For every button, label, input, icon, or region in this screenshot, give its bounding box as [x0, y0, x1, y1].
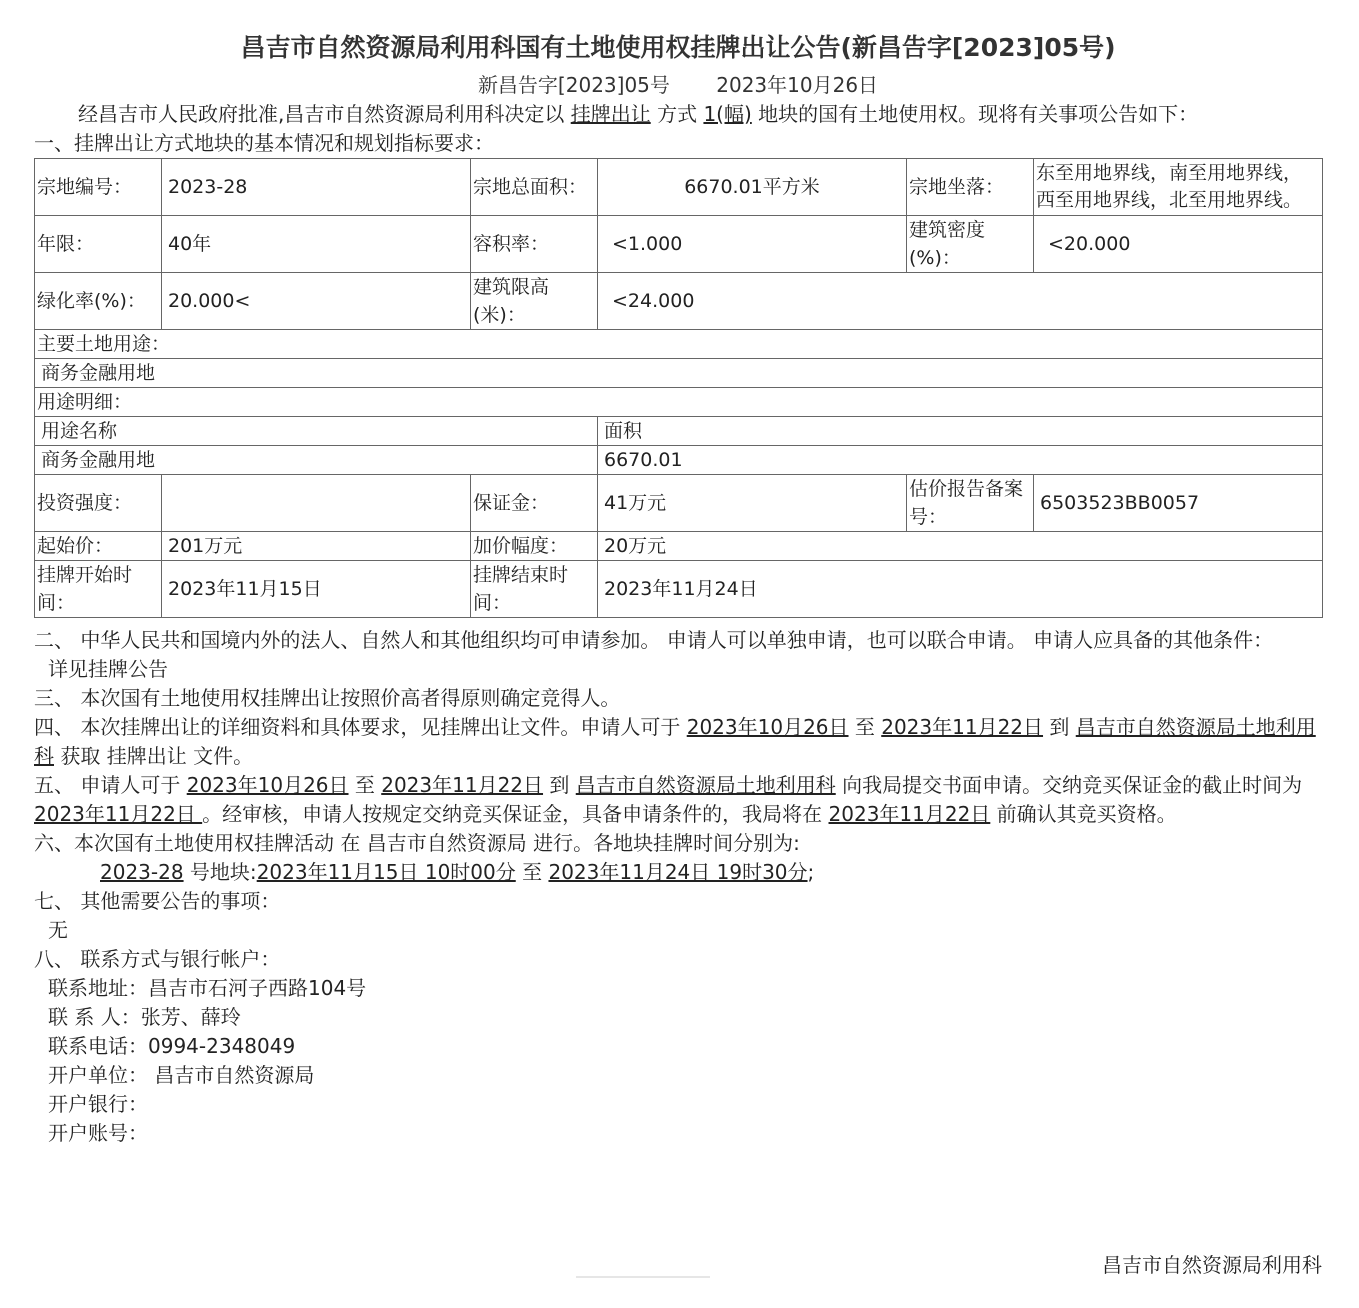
account-number: 开户账号：	[48, 1121, 148, 1145]
doc-number: 新昌告字[2023]05号	[477, 73, 670, 97]
contact-phone: 联系电话：0994-2348049	[48, 1034, 296, 1058]
section-6-end: 2023年11月24日 19时30分	[548, 860, 808, 884]
total-area-label: 宗地总面积：	[471, 159, 598, 216]
contact-person: 联 系 人：张芳、薛玲	[48, 1005, 241, 1029]
green: 20.000<	[162, 273, 471, 330]
section-5-place: 昌吉市自然资源局土地利用科	[575, 773, 836, 797]
section-1-heading: 一、挂牌出让方式地块的基本情况和规划指标要求：	[34, 131, 494, 155]
height-label: 建筑限高(米)：	[471, 273, 598, 330]
listing-end-label: 挂牌结束时间：	[471, 561, 598, 618]
section-4-to: 2023年11月22日	[881, 715, 1044, 739]
doc-meta	[34, 70, 1322, 100]
use-name-header: 用途名称	[35, 417, 598, 446]
main-use: 商务金融用地	[35, 359, 1323, 388]
far: <1.000	[598, 216, 907, 273]
intro-paragraph	[34, 100, 1322, 129]
section-4-post: 获取 挂牌出让 文件。	[54, 744, 254, 768]
deposit: 41万元	[598, 475, 907, 532]
deposit-label: 保证金：	[471, 475, 598, 532]
section-7-content: 无	[48, 918, 68, 942]
location: 东至用地界线，南至用地界线，西至用地界线，北至用地界线。	[1034, 159, 1323, 216]
body-sections	[34, 626, 1322, 1148]
section-4-from: 2023年10月26日	[686, 715, 849, 739]
section-5-from: 2023年10月26日	[186, 773, 349, 797]
listing-start: 2023年11月15日	[162, 561, 471, 618]
section-4-at-word: 到	[1043, 715, 1076, 739]
section-4-place: 昌吉市自然资源局土地利用科	[34, 715, 1316, 768]
section-5-mid2: 。经审核，申请人按规定交纳竞买保证金，具备申请条件的，我局将在	[202, 802, 829, 826]
section-5-mid: 向我局提交书面申请。交纳竞买保证金的截止时间为	[835, 773, 1303, 797]
section-6-suffix: 号地块:	[183, 860, 257, 884]
section-4-text: 四、 本次挂牌出让的详细资料和具体要求，见挂牌出让文件。申请人可于	[34, 715, 687, 739]
intro-count: 1(幅)	[703, 102, 752, 126]
far-label: 容积率：	[471, 216, 598, 273]
intro-text: 经昌吉市人民政府批准,昌吉市自然资源局利用科决定以	[78, 102, 571, 126]
area-header: 面积	[598, 417, 1323, 446]
account-unit: 开户单位： 昌吉市自然资源局	[48, 1063, 315, 1087]
section-6: 六、本次国有土地使用权挂牌活动 在 昌吉市自然资源局 进行。各地块挂牌时间分别为:	[34, 831, 800, 855]
invest	[162, 475, 471, 532]
appraisal-no: 6503523BB0057	[1034, 475, 1323, 532]
section-2-detail: 详见挂牌公告	[48, 657, 168, 681]
section-6-parcel: 2023-28	[100, 860, 184, 884]
section-2: 二、 中华人民共和国境内外的法人、自然人和其他组织均可申请参加。 申请人可以单独申请，也可以联合申请。 申请人应具备的其他条件：	[34, 628, 1274, 652]
announcement	[34, 28, 1322, 1277]
green-label: 绿化率(%)：	[35, 273, 162, 330]
listing-end: 2023年11月24日	[598, 561, 1323, 618]
section-5-to-word: 至	[348, 773, 382, 797]
parcel-info-table	[34, 158, 1323, 618]
use-name: 商务金融用地	[35, 446, 598, 475]
main-use-label: 主要土地用途：	[35, 330, 1323, 359]
section-7-heading: 七、 其他需要公告的事项：	[34, 889, 281, 913]
listing-start-label: 挂牌开始时间：	[35, 561, 162, 618]
doc-date: 2023年10月26日	[716, 73, 879, 97]
section-4-to-word: 至	[848, 715, 882, 739]
section-5-to: 2023年11月22日	[381, 773, 544, 797]
intro-text-3: 地块的国有土地使用权。现将有关事项公告如下：	[751, 102, 1199, 126]
total-area: 6670.01平方米	[598, 159, 907, 216]
signature: 昌吉市自然资源局利用科	[1102, 1253, 1322, 1277]
increment: 20万元	[598, 532, 1323, 561]
invest-label: 投资强度：	[35, 475, 162, 532]
use-detail-label: 用途明细：	[35, 388, 1323, 417]
density: <20.000	[1034, 216, 1323, 273]
page-title: 昌吉市自然资源局利用科国有土地使用权挂牌出让公告(新昌告字[2023]05号)	[240, 33, 1116, 62]
section-5	[34, 771, 1322, 829]
use-area: 6670.01	[598, 446, 1323, 475]
parcel-no: 2023-28	[162, 159, 471, 216]
term-label: 年限：	[35, 216, 162, 273]
section-5-deadline: 2023年11月22日	[34, 802, 203, 826]
density-label: 建筑密度(%)：	[907, 216, 1034, 273]
section-6-punct: ;	[807, 860, 815, 884]
start-price-label: 起始价：	[35, 532, 162, 561]
appraisal-label: 估价报告备案号：	[907, 475, 1034, 532]
section-3: 三、 本次国有土地使用权挂牌出让按照价高者得原则确定竞得人。	[34, 686, 621, 710]
section-5-at-word: 到	[543, 773, 576, 797]
divider	[576, 1276, 710, 1278]
section-6-start: 2023年11月15日 10时00分	[256, 860, 516, 884]
account-bank: 开户银行：	[48, 1092, 148, 1116]
section-5-confirm: 2023年11月22日	[828, 802, 991, 826]
intro-text-2: 方式	[650, 102, 704, 126]
parcel-no-label: 宗地编号：	[35, 159, 162, 216]
section-8-heading: 八、 联系方式与银行帐户：	[34, 947, 281, 971]
section-5-post: 前确认其竞买资格。	[990, 802, 1177, 826]
intro-method: 挂牌出让	[570, 102, 651, 126]
location-label: 宗地坐落：	[907, 159, 1034, 216]
start-price: 201万元	[162, 532, 471, 561]
section-4	[34, 713, 1322, 771]
height: <24.000	[598, 273, 1323, 330]
increment-label: 加价幅度：	[471, 532, 598, 561]
term: 40年	[162, 216, 471, 273]
section-5-text: 五、 申请人可于	[34, 773, 187, 797]
section-6-schedule	[34, 858, 1322, 887]
section-6-to-word: 至	[515, 860, 549, 884]
contact-address: 联系地址：昌吉市石河子西路104号	[48, 976, 367, 1000]
